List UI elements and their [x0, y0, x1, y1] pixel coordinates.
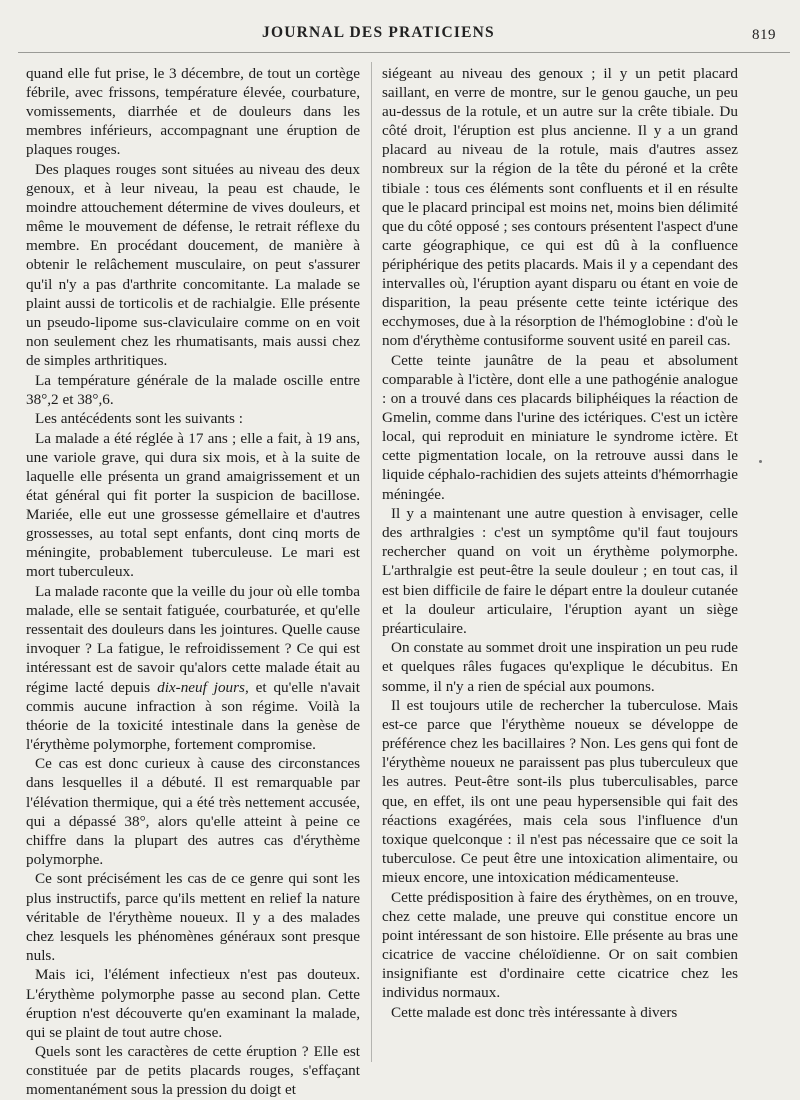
paragraph: La malade a été réglée à 17 ans ; elle a fait, à 19 ans, une variole grave, qui dura six mois, et à la suite de laquelle elle présenta un grand amaigrissement et un état général qui fit porter la suspicion de bacillose. Mariée, elle eut une grossesse gémellaire et d'autres grossesses, au total sept enfants, dont cinq morts de méningite, probablement tuberculeuse. Le mari est mort tuberculeux. — [26, 429, 360, 581]
paragraph: Il y a maintenant une autre question à envisager, celle des arthralgies : c'est un symptôme qu'il faut toujours rechercher quand on voit un érythème polymorphe. L'arthralgie est peut-être la seule douleur ; en tout cas, il est bien difficile de faire le départ entre la douleur cutanée et la douleur articulaire, l'éruption ayant un siège préarticulaire. — [382, 505, 738, 637]
running-header — [0, 18, 800, 48]
paragraph: Ce sont précisément les cas de ce genre qui sont les plus instructifs, parce qu'ils mettent en relief la nature véritable de l'érythème noueux. Il y a des malades chez lesquels les phénomènes généraux sont presque nuls. — [26, 870, 360, 964]
column-divider — [371, 62, 372, 1062]
paragraph: Cette malade est donc très intéressante à divers — [391, 1003, 678, 1021]
paragraph: Ce cas est donc curieux à cause des circonstances dans lesquelles il a débuté. Il est remarquable par l'élévation thermique, qui a été très nettement accusée, qui a dépassé 38°, alors qu'elle atteint à peine ce chiffre dans la plupart des autres cas d'érythème polymorphe. — [26, 755, 360, 868]
paragraph: siégeant au niveau des genoux ; il y un petit placard saillant, en verre de montre, sur le genou gauche, un peu au-dessus de la rotule, et un autre sur la crête tibiale. Du côté droit, l'éruption est plus ancienne. Il y a un grand placard au niveau de la rotule, mais d'autres assez nombreux sur la région de la tête du péroné et la crête tibiale : tous ces éléments sont confluents et il en résulte que le placard principal est moins net, moins bien délimité que du côté opposé ; ses contours présentent l'aspect d'une carte géographique, ce qui est dû à la confluence périphérique des petits placards. Mais il y a cependant des intervalles où, l'éruption ayant disparu ou étant en voie de disparition, la peau présente cette teinte ictérique des ecchymoses, due à la résorption de l'hémoglobine : d'où le nom d'érythème contusiforme souvent usité en pareil cas. — [382, 65, 738, 350]
paragraph: Des plaques rouges sont situées au niveau des deux genoux, et à leur niveau, la peau est chaude, le moindre attouchement détermine de vives douleurs, et même le mouvement de défense, le retrait réflexe du membre. En procédant doucement, de manière à obtenir le relâchement musculaire, on peut s'assurer qu'il n'y a pas d'arthrite concomitante. La malade se plaint aussi de torticolis et de rachialgie. Elle présente un pseudo-lipome sus-claviculaire comme on en voit non seulement chez les rhumatisants, mais aussi chez de simples arthritiques. — [26, 160, 360, 369]
emphasis-text: dix-neuf jours — [157, 678, 245, 696]
page-number: 819 — [752, 27, 776, 43]
paragraph: Il est toujours utile de rechercher la tuberculose. Mais est-ce parce que l'érythème noueux se développe de préférence chez les bacillaires ? Non. Les gens qui font de l'érythème noueux ne paraissent pas plus tuberculeux que les autres. Peut-être sont-ils plus tuberculisables, parce que, en effet, ils ont une peau hypersensible qui fait des réactions exagérées, mais cela sous l'influence d'un toxique quelconque : il n'est pas nécessaire que ce soit la tuberculose. Ce peut être une intoxication alimentaire, ou mieux encore, une intoxication médicamenteuse. — [382, 697, 738, 886]
paragraph: On constate au sommet droit une inspiration un peu rude et quelques râles fugaces qu'explique le décubitus. En somme, il n'y a rien de spécial aux poumons. — [382, 639, 738, 695]
paragraph: Cette prédisposition à faire des érythèmes, on en trouve, chez cette malade, une preuve qui constitue encore un point intéressant de son histoire. Elle présente au bras une cicatrice de vaccine chéloïdienne. Or on sait combien insignifiante est d'ordinaire cette cicatrice chez les individus normaux. — [382, 888, 738, 1001]
right-column — [382, 64, 738, 1022]
left-column — [26, 64, 360, 1100]
paragraph: quand elle fut prise, le 3 décembre, de tout un cortège fébrile, avec frissons, température élevée, courbature, vomissements, diarrhée et de douleurs dans les membres inférieurs, accompagnant une éruption de plaques rouges. — [26, 65, 360, 159]
header-rule — [18, 52, 790, 53]
paragraph — [26, 582, 360, 754]
journal-title: JOURNAL DES PRATICIENS — [262, 24, 495, 41]
paragraph-text: La malade raconte que la veille du jour où elle tomba malade, elle se sentait fatiguée, courbaturée, et qu'elle ressentait des douleurs dans les jointures. Quelle cause invoquer ? La fatigue, le refroidissement ? Ce qui est intéressant est de savoir qu'alors cette malade était au régime lacté depuis — [26, 583, 360, 696]
paragraph: Cette teinte jaunâtre de la peau et absolument comparable à l'ictère, dont elle a une pathogénie analogue : on a trouvé dans ces placards biliphéiques la réaction de Gmelin, comme dans l'urine des ictériques. C'est un ictère local, qui reproduit en miniature le syndrome ictère. Et cette pigmentation locale, on la retrouve aussi dans le liquide céphalo-rachidien des sujets atteints d'hémorrhagie méningée. — [382, 351, 738, 503]
ink-speck — [759, 460, 762, 463]
paragraph: La température générale de la malade oscille entre 38°,2 et 38°,6. — [26, 371, 360, 408]
paragraph: Les antécédents sont les suivants : — [35, 410, 243, 428]
paragraph: Mais ici, l'élément infectieux n'est pas douteux. L'érythème polymorphe passe au second plan. Cette éruption n'est découverte qu'en examinant la malade, qui se plaint de tout autre chose. — [26, 966, 360, 1041]
paragraph-text: , et qu'elle n'avait commis aucune infraction à son régime. Voilà la théorie de la toxicité intestinale dans la genèse de l'érythème polymorphe, fortement compromise. — [26, 678, 360, 753]
paragraph: Quels sont les caractères de cette éruption ? Elle est constituée par de petits placards rouges, s'effaçant momentanément sous la pression du doigt et — [26, 1043, 360, 1099]
